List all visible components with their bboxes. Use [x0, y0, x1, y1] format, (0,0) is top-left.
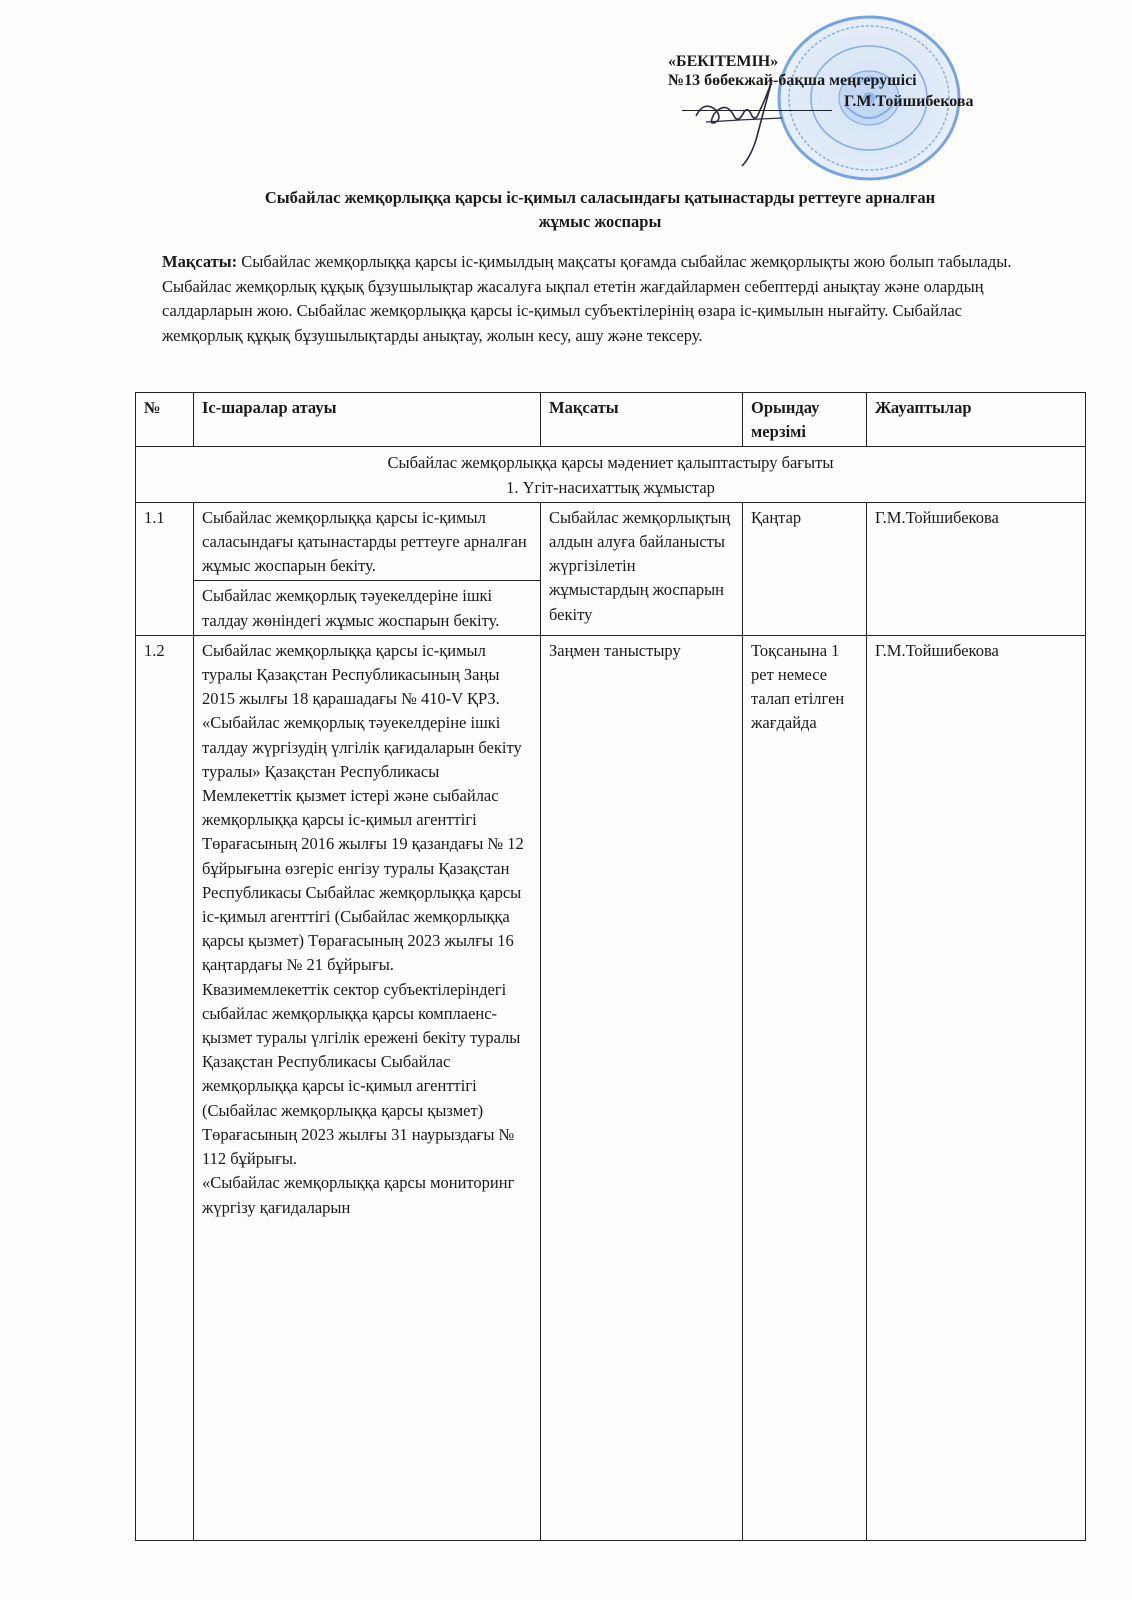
row-goal: Заңмен таныстыру: [541, 635, 743, 1540]
purpose-text: Сыбайлас жемқорлыққа қарсы іс-қимылдың мақсаты қоғамда сыбайлас жемқорлықты жою болып табылады. Сыбайлас жемқорлық құқық бұзушылықтар жасалуға ықпал ететін жағдайлармен себептерді анықтау және олардың салдарларын жою. Сыбайлас жемқорлыққа қарсы іс-қимыл субъектілерінің өзара іс-қимылын нығайту. Сыбайлас жемқорлық құқық бұзушылықтарды анықтау, жолын кесу, ашу және тексеру.: [162, 252, 1012, 345]
purpose-paragraph: [162, 250, 1040, 348]
approval-name: Г.М.Тойшибекова: [844, 93, 974, 110]
activity-item: Сыбайлас жемқорлық тәуекелдеріне ішкі талдау жөніндегі жұмыс жоспарын бекіту.: [194, 580, 540, 634]
row-activities: [194, 502, 541, 635]
title-line-1: Сыбайлас жемқорлыққа қарсы іс-қимыл саласындағы қатынастарды реттеуге арналған: [264, 188, 936, 207]
approval-heading: «БЕКІТЕМІН»: [668, 53, 779, 70]
header-goal: Мақсаты: [541, 393, 743, 447]
section-row: [136, 447, 1086, 502]
activity-text: Сыбайлас жемқорлыққа қарсы іс-қимыл туралы Қазақстан Республикасының Заңы 2015 жылғы 18 қарашадағы № 410-V ҚРЗ. «Сыбайлас жемқорлық тәуекелдеріне ішкі талдау жүргізудің үлгілік қағидаларын бекіту туралы» Қазақстан Республикасы Мемлекеттік қызмет істері және сыбайлас жемқорлыққа қарсы іс-қимыл агенттігі Төрағасының 2016 жылғы 19 қазандағы № 12 бұйрығына өзгеріс енгізу туралы Қазақстан Республикасы Сыбайлас жемқорлыққа қарсы іс-қимыл агенттігі (Сыбайлас жемқорлыққа қарсы қызмет) Төрағасының 2023 жылғы 16 қаңтардағы № 21 бұйрығы.: [202, 640, 524, 975]
row-responsible: Г.М.Тойшибекова: [867, 502, 1086, 635]
row-deadline: Тоқсанына 1 рет немесе талап етілген жағдайда: [743, 635, 867, 1540]
purpose-label: Мақсаты:: [162, 252, 238, 271]
activity-item: Сыбайлас жемқорлыққа қарсы іс-қимыл саласындағы қатынастарды реттеуге арналған жұмыс жоспарын бекіту.: [202, 507, 527, 576]
section-direction: Сыбайлас жемқорлыққа қарсы мәдениет қалыптастыру бағыты: [387, 453, 834, 473]
header-deadline: Орындау мерзімі: [743, 393, 867, 447]
work-plan-table: [135, 392, 1086, 1541]
row-activity: [194, 635, 541, 1540]
document-title: [150, 186, 1050, 234]
section-heading: [136, 447, 1086, 502]
approval-position: №13 бөбекжай-бақша меңгерушісі: [668, 72, 917, 89]
table-header-row: [136, 393, 1086, 447]
activity-text: Квазимемлекеттік сектор субъектілеріндегі сыбайлас жемқорлыққа қарсы комплаенс-қызмет туралы үлгілік ережені бекіту туралы Қазақстан Республикасы Сыбайлас жемқорлыққа қарсы іс-қимыл агенттігі (Сыбайлас жемқорлыққа қарсы қызмет) Төрағасының 2023 жылғы 31 наурыздағы № 112 бұйрығы.: [202, 979, 521, 1169]
table-row: [136, 635, 1086, 1540]
row-number: 1.1: [136, 502, 194, 635]
header-responsible: Жауаптылар: [867, 393, 1086, 447]
table-row: [136, 502, 1086, 635]
activity-text: «Сыбайлас жемқорлыққа қарсы мониторинг жүргізу қағидаларын: [202, 1173, 515, 1217]
title-line-2: жұмыс жоспары: [538, 212, 662, 231]
row-deadline: Қаңтар: [743, 502, 867, 635]
row-goal: Сыбайлас жемқорлықтың алдын алуға байланысты жүргізілетін жұмыстардың жоспарын бекіту: [541, 502, 743, 635]
header-activities: Іс-шаралар атауы: [194, 393, 541, 447]
row-responsible: Г.М.Тойшибекова: [867, 635, 1086, 1540]
signature-icon: [686, 70, 806, 170]
row-number: 1.2: [136, 635, 194, 1540]
header-number: №: [136, 393, 194, 447]
section-subsection: 1. Үгіт-насихаттық жұмыстар: [506, 477, 715, 497]
